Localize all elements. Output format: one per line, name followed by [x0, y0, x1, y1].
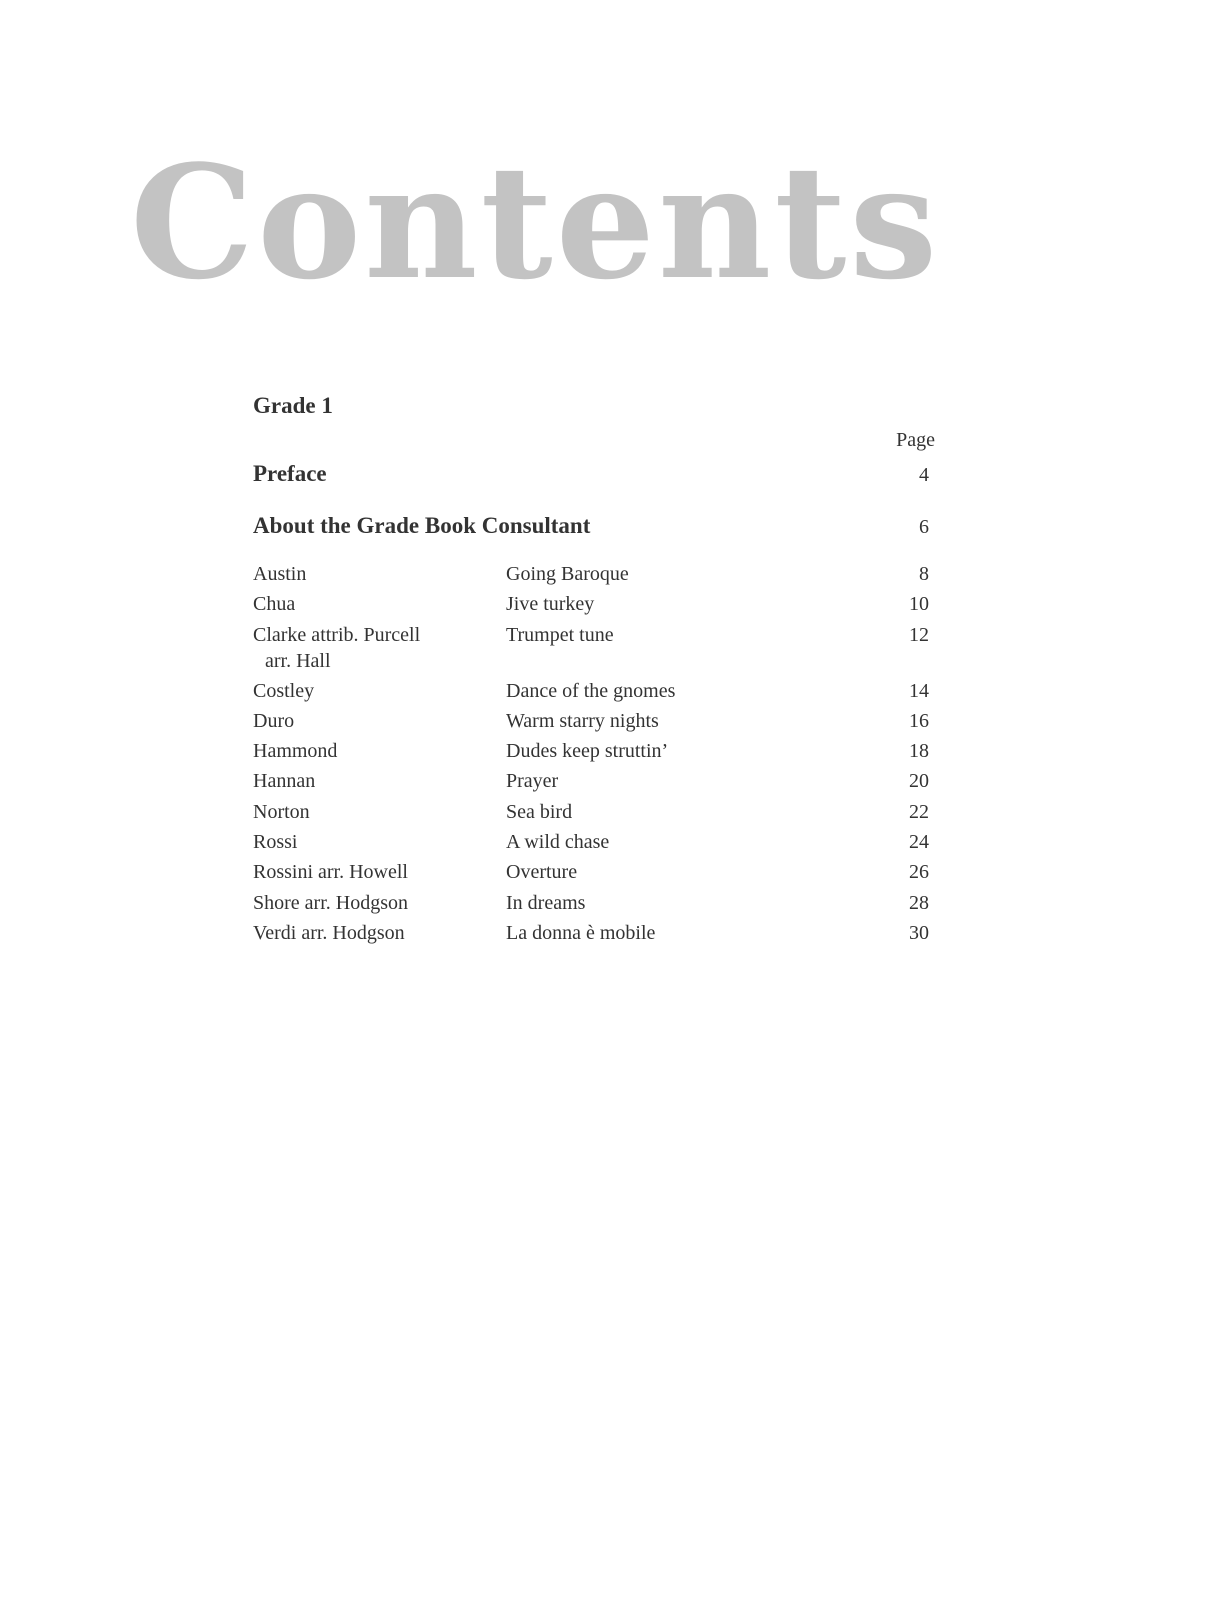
piece-composer: Verdi arr. Hodgson — [253, 921, 405, 944]
piece-row[interactable] — [253, 799, 935, 829]
piece-title: In dreams — [506, 891, 586, 914]
piece-composer: Hammond — [253, 740, 338, 763]
piece-composer: Duro — [253, 709, 295, 732]
table-of-contents — [253, 390, 935, 950]
grade-heading: Grade 1 — [253, 393, 333, 418]
piece-title: Dance of the gnomes — [506, 679, 676, 702]
toc-entry-consultant[interactable] — [253, 510, 935, 543]
toc-entry-page: 6 — [919, 516, 929, 538]
piece-composer: Shore arr. Hodgson — [253, 891, 408, 914]
page-column-label: Page — [896, 429, 935, 451]
piece-row[interactable] — [253, 890, 935, 920]
piece-page: 20 — [909, 770, 929, 793]
piece-composer: Norton — [253, 800, 310, 823]
piece-row[interactable] — [253, 768, 935, 798]
piece-row[interactable] — [253, 591, 935, 621]
piece-page: 10 — [909, 593, 929, 616]
piece-page: 30 — [909, 921, 929, 944]
piece-title: La donna è mobile — [506, 921, 656, 944]
piece-composer — [253, 622, 506, 674]
toc-entry-label: About the Grade Book Consultant — [253, 513, 591, 538]
piece-page: 22 — [909, 800, 929, 823]
piece-title: Jive turkey — [506, 593, 595, 616]
piece-composer: Rossi — [253, 831, 298, 854]
piece-title: Going Baroque — [506, 563, 629, 585]
toc-entry-label: Preface — [253, 461, 327, 486]
piece-row[interactable] — [253, 920, 935, 950]
piece-title: Warm starry nights — [506, 709, 659, 732]
toc-entry-page: 4 — [919, 464, 929, 486]
piece-composer: Austin — [253, 563, 307, 585]
piece-page: 24 — [909, 831, 929, 854]
piece-title: Trumpet tune — [506, 623, 614, 646]
piece-page: 12 — [909, 623, 929, 646]
piece-row[interactable] — [253, 829, 935, 859]
piece-composer: Hannan — [253, 770, 316, 793]
piece-title: A wild chase — [506, 831, 610, 854]
piece-title: Dudes keep struttin’ — [506, 740, 669, 763]
piece-page: 16 — [909, 709, 929, 732]
piece-title: Prayer — [506, 770, 559, 793]
piece-page: 8 — [919, 563, 929, 585]
piece-composer: Rossini arr. Howell — [253, 861, 408, 884]
piece-title: Overture — [506, 861, 578, 884]
piece-composer: Chua — [253, 593, 296, 616]
piece-title: Sea bird — [506, 800, 573, 823]
piece-row[interactable] — [253, 738, 935, 768]
piece-row[interactable] — [253, 859, 935, 889]
piece-row[interactable] — [253, 622, 935, 678]
page-title: Contents — [130, 131, 941, 314]
piece-page: 26 — [909, 861, 929, 884]
piece-page: 18 — [909, 740, 929, 763]
piece-composer-continuation: arr. Hall — [265, 649, 331, 672]
piece-composer: Costley — [253, 679, 315, 702]
toc-entry-preface[interactable] — [253, 458, 935, 491]
piece-row[interactable] — [253, 561, 935, 591]
piece-page: 14 — [909, 679, 929, 702]
piece-page: 28 — [909, 891, 929, 914]
piece-row[interactable] — [253, 708, 935, 738]
piece-composer-line: Clarke attrib. Purcell — [253, 623, 421, 646]
piece-list — [253, 561, 935, 950]
piece-row[interactable] — [253, 678, 935, 708]
